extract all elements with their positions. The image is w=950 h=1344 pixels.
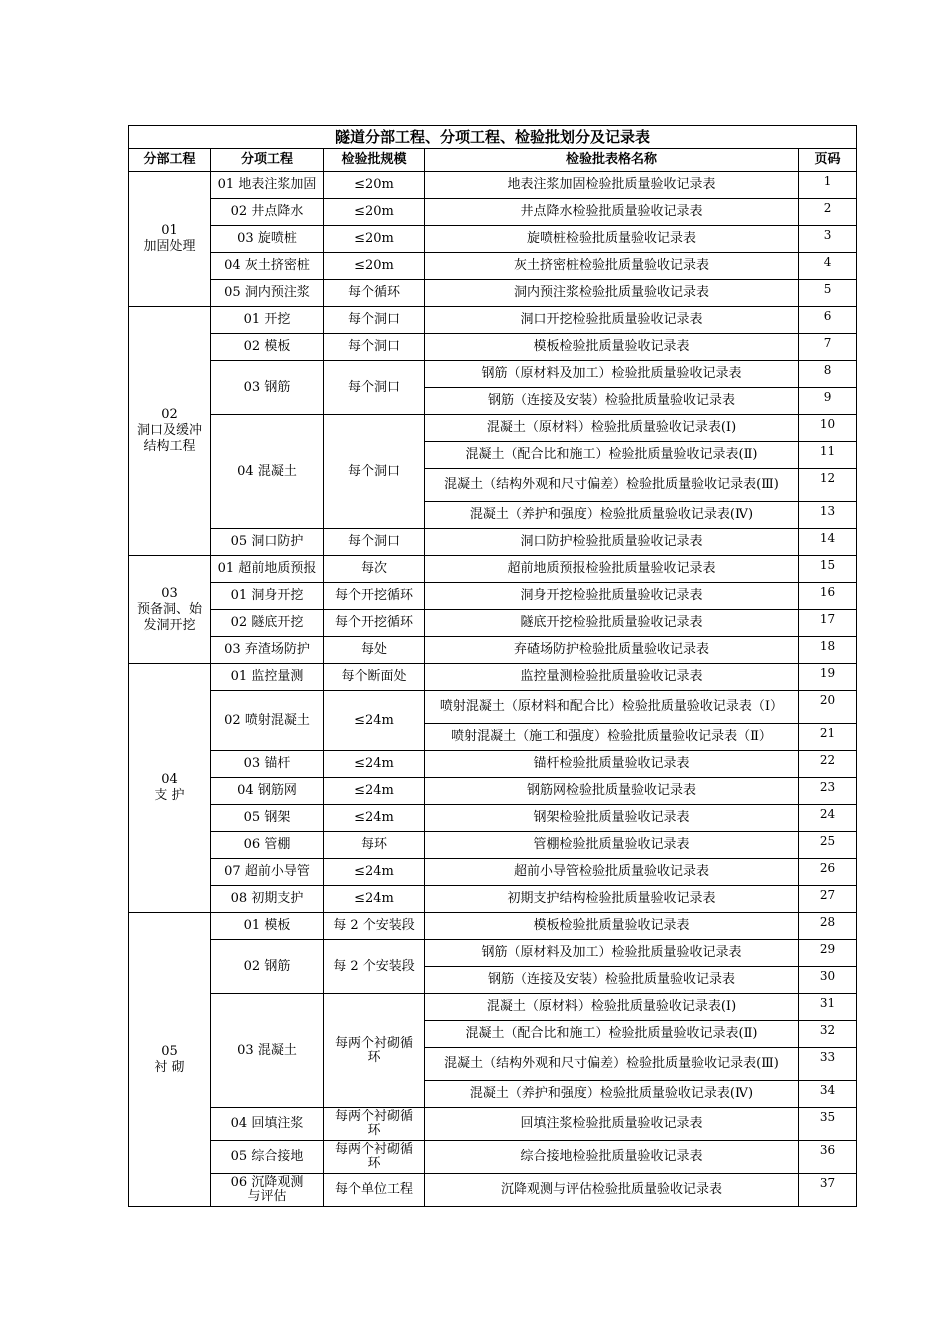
form-name-cell: 喷射混凝土（原材料和配合比）检验批质量验收记录表（Ⅰ） [425, 691, 799, 724]
form-name-cell: 洞内预注浆检验批质量验收记录表 [425, 280, 799, 307]
table-row [129, 940, 857, 967]
scale-cell: 每处 [324, 637, 425, 664]
item-cell: 01 监控量测 [211, 664, 324, 691]
item-cell: 07 超前小导管 [211, 859, 324, 886]
scale-cell: 每环 [324, 832, 425, 859]
form-name-cell: 钢筋（原材料及加工）检验批质量验收记录表 [425, 940, 799, 967]
item-cell: 01 地表注浆加固 [211, 172, 324, 199]
form-name-cell: 混凝土（配合比和施工）检验批质量验收记录表(Ⅱ) [425, 442, 799, 469]
table-row [129, 334, 857, 361]
page-number-cell: 1 [799, 172, 857, 199]
page-number-cell: 27 [799, 886, 857, 913]
table-title: 隧道分部工程、分项工程、检验批划分及记录表 [129, 126, 857, 149]
page-number-cell: 14 [799, 529, 857, 556]
page-number-cell: 26 [799, 859, 857, 886]
scale-cell: ≤20m [324, 226, 425, 253]
table-row [129, 172, 857, 199]
table-row [129, 361, 857, 388]
form-name-cell: 模板检验批质量验收记录表 [425, 334, 799, 361]
form-name-cell: 钢筋网检验批质量验收记录表 [425, 778, 799, 805]
part-cell: 04 支 护 [129, 664, 211, 913]
form-name-cell: 混凝土（原材料）检验批质量验收记录表(Ⅰ) [425, 994, 799, 1021]
table-row [129, 253, 857, 280]
table-row [129, 832, 857, 859]
item-cell: 08 初期支护 [211, 886, 324, 913]
scale-cell: 每两个衬砌循 环 [324, 1141, 425, 1174]
form-name-cell: 混凝土（原材料）检验批质量验收记录表(Ⅰ) [425, 415, 799, 442]
item-cell: 03 旋喷桩 [211, 226, 324, 253]
table-row [129, 994, 857, 1021]
table-row [129, 415, 857, 442]
item-cell: 04 回填注浆 [211, 1108, 324, 1141]
item-cell: 03 锚杆 [211, 751, 324, 778]
table-row [129, 664, 857, 691]
scale-cell: 每个洞口 [324, 334, 425, 361]
form-name-cell: 超前地质预报检验批质量验收记录表 [425, 556, 799, 583]
page-number-cell: 3 [799, 226, 857, 253]
table-row [129, 913, 857, 940]
table-row [129, 583, 857, 610]
page-number-cell: 2 [799, 199, 857, 226]
form-name-cell: 灰土挤密桩检验批质量验收记录表 [425, 253, 799, 280]
form-name-cell: 混凝土（养护和强度）检验批质量验收记录表(Ⅳ) [425, 502, 799, 529]
item-cell: 04 钢筋网 [211, 778, 324, 805]
table-row [129, 529, 857, 556]
scale-cell: ≤24m [324, 691, 425, 751]
page-number-cell: 35 [799, 1108, 857, 1141]
item-cell: 01 开挖 [211, 307, 324, 334]
page-number-cell: 10 [799, 415, 857, 442]
page-number-cell: 12 [799, 469, 857, 502]
page-number-cell: 19 [799, 664, 857, 691]
header-scale: 检验批规模 [324, 149, 425, 172]
page-number-cell: 6 [799, 307, 857, 334]
part-cell: 03 预备洞、始 发洞开挖 [129, 556, 211, 664]
scale-cell: 每个开挖循环 [324, 610, 425, 637]
item-cell: 05 综合接地 [211, 1141, 324, 1174]
page-number-cell: 7 [799, 334, 857, 361]
scale-cell: 每两个衬砌循 环 [324, 1108, 425, 1141]
table-row [129, 280, 857, 307]
scale-cell: 每个开挖循环 [324, 583, 425, 610]
item-cell: 02 喷射混凝土 [211, 691, 324, 751]
item-cell: 01 模板 [211, 913, 324, 940]
header-item: 分项工程 [211, 149, 324, 172]
form-name-cell: 沉降观测与评估检验批质量验收记录表 [425, 1174, 799, 1207]
item-cell: 05 钢架 [211, 805, 324, 832]
table-row [129, 859, 857, 886]
header-part: 分部工程 [129, 149, 211, 172]
scale-cell: 每次 [324, 556, 425, 583]
form-name-cell: 洞口防护检验批质量验收记录表 [425, 529, 799, 556]
page-number-cell: 25 [799, 832, 857, 859]
item-cell: 05 洞口防护 [211, 529, 324, 556]
form-name-cell: 初期支护结构检验批质量验收记录表 [425, 886, 799, 913]
form-name-cell: 洞身开挖检验批质量验收记录表 [425, 583, 799, 610]
page-number-cell: 30 [799, 967, 857, 994]
page-number-cell: 29 [799, 940, 857, 967]
form-name-cell: 喷射混凝土（施工和强度）检验批质量验收记录表（Ⅱ） [425, 724, 799, 751]
page-number-cell: 32 [799, 1021, 857, 1048]
page-number-cell: 28 [799, 913, 857, 940]
scale-cell: ≤20m [324, 172, 425, 199]
item-cell: 06 管棚 [211, 832, 324, 859]
page-number-cell: 31 [799, 994, 857, 1021]
table-row [129, 637, 857, 664]
scale-cell: 每 2 个安装段 [324, 913, 425, 940]
form-name-cell: 混凝土（结构外观和尺寸偏差）检验批质量验收记录表(Ⅲ) [425, 469, 799, 502]
item-cell: 04 混凝土 [211, 415, 324, 529]
scale-cell: ≤24m [324, 805, 425, 832]
table-row [129, 610, 857, 637]
page-number-cell: 15 [799, 556, 857, 583]
page-number-cell: 8 [799, 361, 857, 388]
scale-cell: ≤24m [324, 751, 425, 778]
page-number-cell: 34 [799, 1081, 857, 1108]
page-number-cell: 24 [799, 805, 857, 832]
form-name-cell: 超前小导管检验批质量验收记录表 [425, 859, 799, 886]
page-number-cell: 9 [799, 388, 857, 415]
scale-cell: ≤24m [324, 859, 425, 886]
table-row [129, 199, 857, 226]
item-cell: 03 混凝土 [211, 994, 324, 1108]
page-number-cell: 21 [799, 724, 857, 751]
form-name-cell: 弃碴场防护检验批质量验收记录表 [425, 637, 799, 664]
form-name-cell: 监控量测检验批质量验收记录表 [425, 664, 799, 691]
table-row [129, 1108, 857, 1141]
header-form: 检验批表格名称 [425, 149, 799, 172]
page-number-cell: 17 [799, 610, 857, 637]
form-name-cell: 模板检验批质量验收记录表 [425, 913, 799, 940]
table-row [129, 751, 857, 778]
page-number-cell: 36 [799, 1141, 857, 1174]
scale-cell: ≤20m [324, 199, 425, 226]
item-cell: 01 超前地质预报 [211, 556, 324, 583]
form-name-cell: 井点降水检验批质量验收记录表 [425, 199, 799, 226]
table-row [129, 307, 857, 334]
table-row [129, 778, 857, 805]
page-number-cell: 37 [799, 1174, 857, 1207]
title-row [129, 126, 857, 149]
page-number-cell: 20 [799, 691, 857, 724]
scale-cell: 每个单位工程 [324, 1174, 425, 1207]
page-number-cell: 13 [799, 502, 857, 529]
scale-cell: 每 2 个安装段 [324, 940, 425, 994]
item-cell: 06 沉降观测 与评估 [211, 1174, 324, 1207]
scale-cell: 每个洞口 [324, 415, 425, 529]
table-row [129, 805, 857, 832]
form-name-cell: 综合接地检验批质量验收记录表 [425, 1141, 799, 1174]
table-row [129, 1174, 857, 1207]
part-cell: 05 衬 砌 [129, 913, 211, 1207]
page-number-cell: 4 [799, 253, 857, 280]
form-name-cell: 钢架检验批质量验收记录表 [425, 805, 799, 832]
table-row [129, 556, 857, 583]
table-row [129, 226, 857, 253]
form-name-cell: 混凝土（养护和强度）检验批质量验收记录表(Ⅳ) [425, 1081, 799, 1108]
page-number-cell: 22 [799, 751, 857, 778]
page-number-cell: 5 [799, 280, 857, 307]
scale-cell: 每个循环 [324, 280, 425, 307]
form-name-cell: 洞口开挖检验批质量验收记录表 [425, 307, 799, 334]
item-cell: 03 弃渣场防护 [211, 637, 324, 664]
part-cell: 02 洞口及缓冲 结构工程 [129, 307, 211, 556]
form-name-cell: 锚杆检验批质量验收记录表 [425, 751, 799, 778]
table-row [129, 886, 857, 913]
scale-cell: ≤20m [324, 253, 425, 280]
page-number-cell: 16 [799, 583, 857, 610]
page-number-cell: 11 [799, 442, 857, 469]
form-name-cell: 管棚检验批质量验收记录表 [425, 832, 799, 859]
form-name-cell: 隧底开挖检验批质量验收记录表 [425, 610, 799, 637]
item-cell: 02 模板 [211, 334, 324, 361]
table-row [129, 1141, 857, 1174]
page-number-cell: 33 [799, 1048, 857, 1081]
scale-cell: 每个断面处 [324, 664, 425, 691]
table-row [129, 691, 857, 724]
form-name-cell: 旋喷桩检验批质量验收记录表 [425, 226, 799, 253]
scale-cell: ≤24m [324, 778, 425, 805]
scale-cell: 每个洞口 [324, 307, 425, 334]
item-cell: 05 洞内预注浆 [211, 280, 324, 307]
item-cell: 03 钢筋 [211, 361, 324, 415]
form-name-cell: 地表注浆加固检验批质量验收记录表 [425, 172, 799, 199]
form-name-cell: 混凝土（结构外观和尺寸偏差）检验批质量验收记录表(Ⅲ) [425, 1048, 799, 1081]
header-row [129, 149, 857, 172]
scale-cell: ≤24m [324, 886, 425, 913]
page-number-cell: 18 [799, 637, 857, 664]
item-cell: 04 灰土挤密桩 [211, 253, 324, 280]
item-cell: 02 井点降水 [211, 199, 324, 226]
part-cell: 01 加固处理 [129, 172, 211, 307]
form-name-cell: 钢筋（连接及安装）检验批质量验收记录表 [425, 967, 799, 994]
form-name-cell: 钢筋（原材料及加工）检验批质量验收记录表 [425, 361, 799, 388]
table-body [129, 126, 857, 1207]
scale-cell: 每个洞口 [324, 361, 425, 415]
division-record-table [128, 125, 857, 1207]
item-cell: 02 隧底开挖 [211, 610, 324, 637]
scale-cell: 每个洞口 [324, 529, 425, 556]
item-cell: 02 钢筋 [211, 940, 324, 994]
page-number-cell: 23 [799, 778, 857, 805]
form-name-cell: 钢筋（连接及安装）检验批质量验收记录表 [425, 388, 799, 415]
form-name-cell: 混凝土（配合比和施工）检验批质量验收记录表(Ⅱ) [425, 1021, 799, 1048]
item-cell: 01 洞身开挖 [211, 583, 324, 610]
header-page: 页码 [799, 149, 857, 172]
form-name-cell: 回填注浆检验批质量验收记录表 [425, 1108, 799, 1141]
scale-cell: 每两个衬砌循 环 [324, 994, 425, 1108]
